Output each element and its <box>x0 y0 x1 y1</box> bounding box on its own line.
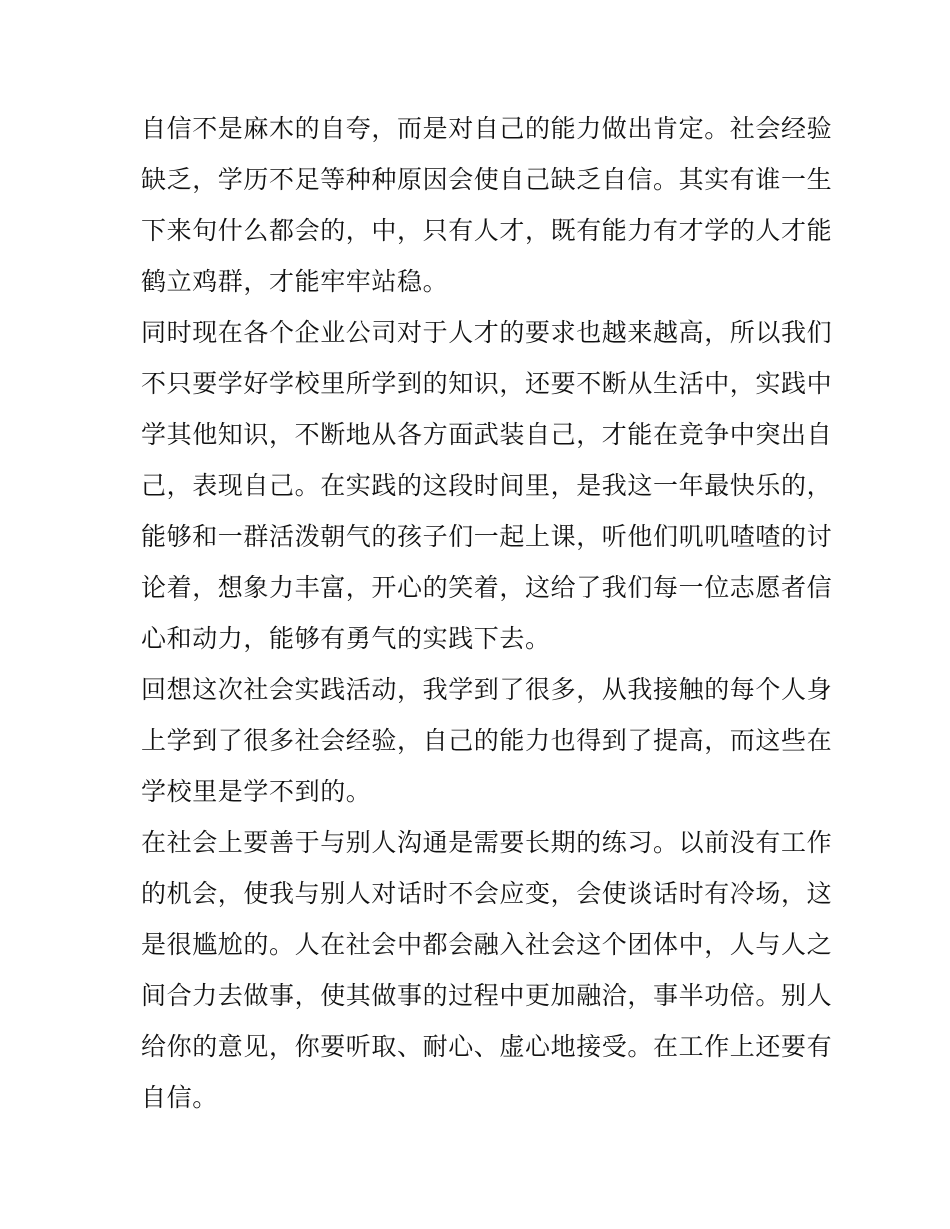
text-line: 不只要学好学校里所学到的知识，还要不断从生活中，实践中 <box>141 369 833 398</box>
text-line: 己，表现自己。在实践的这段时间里，是我这一年最快乐的， <box>141 471 833 500</box>
text-line: 学校里是学不到的。 <box>141 777 372 806</box>
text-line: 是很尴尬的。人在社会中都会融入社会这个团体中，人与人之 <box>141 930 833 959</box>
text-line: 缺乏，学历不足等种种原因会使自己缺乏自信。其实有谁一生 <box>141 165 833 194</box>
text-line: 给你的意见，你要听取、耐心、虚心地接受。在工作上还要有 <box>141 1032 833 1061</box>
text-line: 论着，想象力丰富，开心的笑着，这给了我们每一位志愿者信 <box>141 573 833 602</box>
text-line: 心和动力，能够有勇气的实践下去。 <box>141 624 551 653</box>
document-body <box>141 103 833 1123</box>
text-line: 下来句什么都会的，中，只有人才，既有能力有才学的人才能 <box>141 216 833 245</box>
text-line: 在社会上要善于与别人沟通是需要长期的练习。以前没有工作 <box>141 828 833 857</box>
text-line: 学其他知识，不断地从各方面武装自己，才能在竞争中突出自 <box>141 420 833 449</box>
text-line: 自信不是麻木的自夸，而是对自己的能力做出肯定。社会经验 <box>141 114 833 143</box>
text-line: 同时现在各个企业公司对于人才的要求也越来越高，所以我们 <box>141 318 833 347</box>
text-line: 能够和一群活泼朝气的孩子们一起上课，听他们叽叽喳喳的讨 <box>141 522 833 551</box>
text-line: 上学到了很多社会经验，自己的能力也得到了提高，而这些在 <box>141 726 833 755</box>
text-line: 间合力去做事，使其做事的过程中更加融洽，事半功倍。别人 <box>141 981 833 1010</box>
text-line: 回想这次社会实践活动，我学到了很多，从我接触的每个人身 <box>141 675 833 704</box>
text-line: 的机会，使我与别人对话时不会应变，会使谈话时有冷场，这 <box>141 879 833 908</box>
text-line: 自信。 <box>141 1083 218 1112</box>
text-line: 鹤立鸡群，才能牢牢站稳。 <box>141 267 449 296</box>
